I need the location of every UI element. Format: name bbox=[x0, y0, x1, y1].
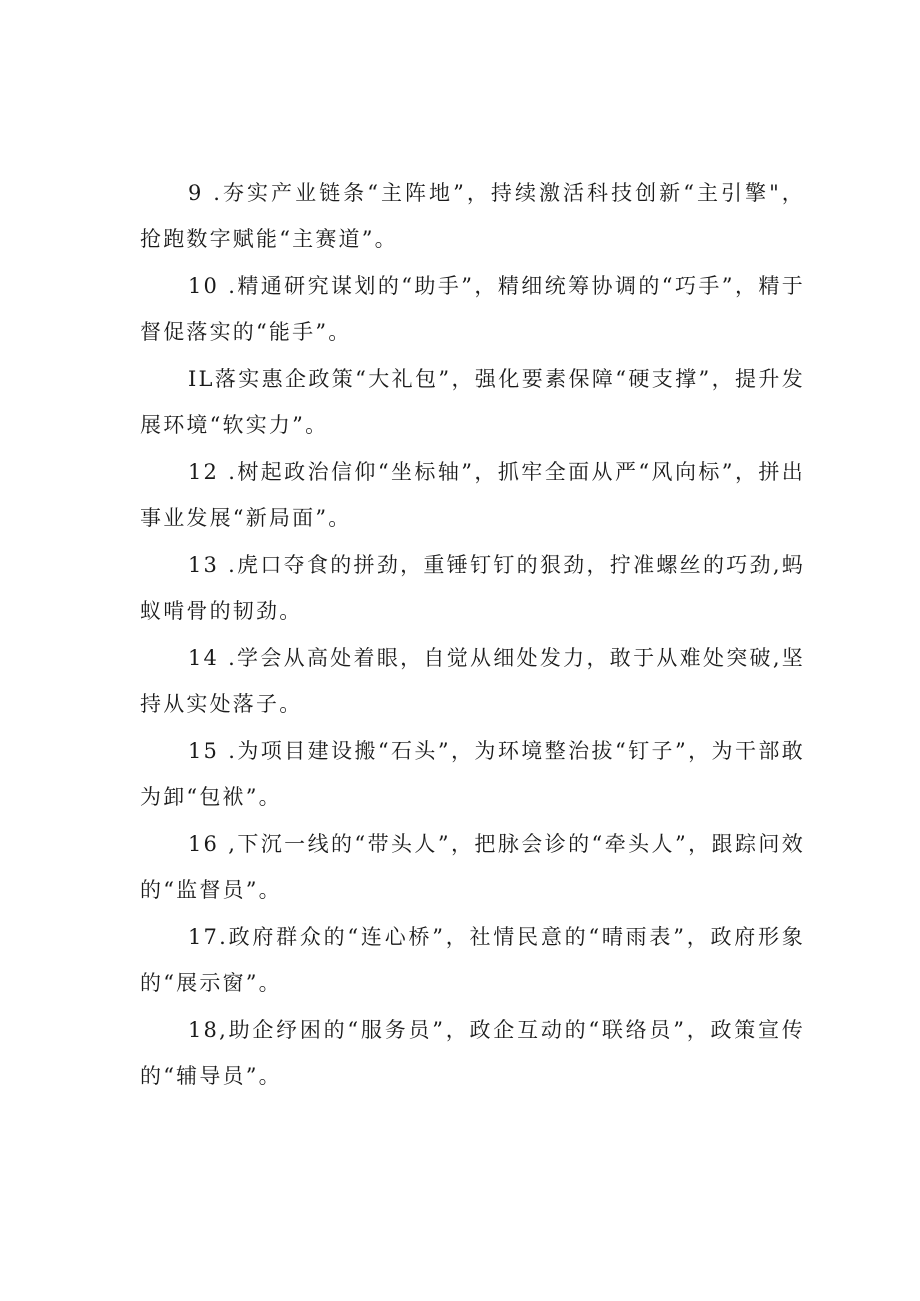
list-item: IL落实惠企政策“大礼包”，强化要素保障“硬支撑”，提升发展环境“软实力”。 bbox=[140, 367, 805, 437]
list-item: 18,助企纾困的“服务员”，政企互动的“联络员”，政策宣传的“辅导员”。 bbox=[140, 1018, 805, 1088]
list-item: 14 .学会从高处着眼，自觉从细处发力，敢于从难处突破,坚持从实处落子。 bbox=[140, 646, 805, 716]
list-item: 17.政府群众的“连心桥”，社情民意的“晴雨表”，政府形象的“展示窗”。 bbox=[140, 925, 805, 995]
list-item: 10 .精通研究谋划的“助手”，精细统筹协调的“巧手”，精于督促落实的“能手”。 bbox=[140, 274, 805, 344]
list-item: 15 .为项目建设搬“石头”，为环境整治拔“钉子”，为干部敢为卸“包袱”。 bbox=[140, 739, 805, 809]
list-item: 13 .虎口夺食的拼劲，重锤钉钉的狠劲，拧准螺丝的巧劲,蚂蚁啃骨的韧劲。 bbox=[140, 553, 805, 623]
list-item: 9 .夯实产业链条“主阵地”，持续激活科技创新“主引擎"，抢跑数字赋能“主赛道”。 bbox=[140, 181, 805, 251]
list-item: 16 ,下沉一线的“带头人”，把脉会诊的“牵头人”，跟踪问效的“监督员”。 bbox=[140, 832, 805, 902]
document-body bbox=[140, 170, 805, 1099]
list-item: 12 .树起政治信仰“坐标轴”，抓牢全面从严“风向标”，拼出事业发展“新局面”。 bbox=[140, 460, 805, 530]
